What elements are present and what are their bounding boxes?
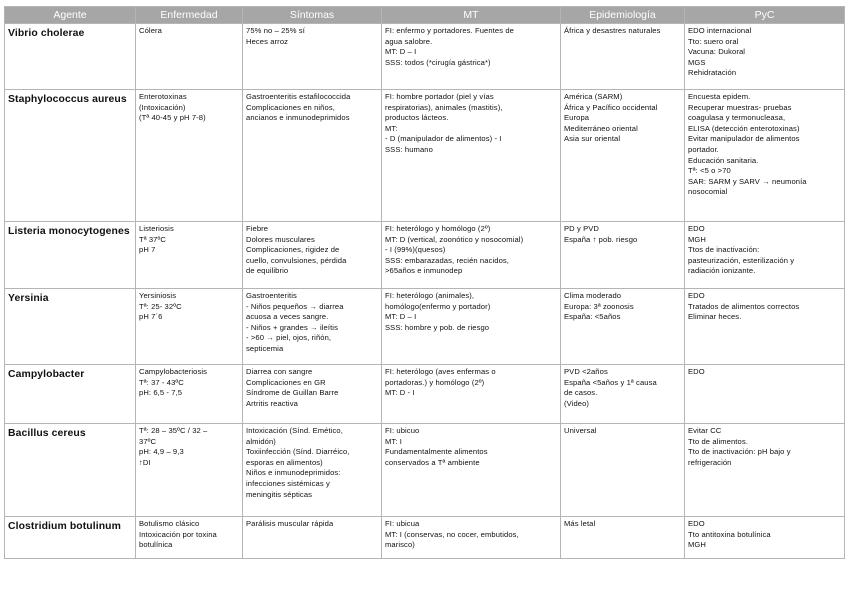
cell-line: - I (99%)(quesos) [385,245,446,255]
cell-enfermedad [136,222,243,289]
cell-line: Tª: 28 – 35ºC / 32 – [139,426,208,435]
cell-line: radiación ionizante. [688,266,756,276]
cell-line: 75% no – 25% sí [246,26,305,35]
cell-line: EDO [688,224,705,233]
cell-line: PD y PVD [564,224,599,233]
cell-line: Universal [564,426,597,435]
table-row [5,222,845,289]
cell-line: coagulasa y termonucleasa, [688,113,786,123]
cell-line: (Intoxicación) [139,102,186,112]
cell-line: - Niños + grandes → ileítis [246,322,338,332]
cell-line: MT: I [385,436,402,446]
table-row [5,517,845,559]
cell-line: Recuperar muestras- pruebas [688,102,792,112]
cell-line: - >60 → piel, ojos, riñón, [246,333,332,343]
cell-enfermedad [136,289,243,365]
cell-enfermedad [136,24,243,90]
cell-line: Fiebre [246,224,269,233]
cell-line: meningitis sépticas [246,489,313,499]
cell-agente: Yersinia [5,289,136,365]
cell-line: FI: heterólogo (aves enfermas o [385,367,496,376]
cell-epidemiologia [561,24,685,90]
cell-line: Yersiniosis [139,291,177,300]
header-sintomas: Síntomas [243,7,382,24]
cell-mt [382,222,561,289]
cell-mt [382,365,561,424]
table-row [5,90,845,222]
cell-agente: Campylobacter [5,365,136,424]
cell-line: Diarrea con sangre [246,367,313,376]
cell-line: ancianos e inmunodeprimidos [246,113,350,123]
cell-line: Eliminar heces. [688,312,742,322]
cell-line: Tª: 37 - 43ºC [139,377,184,387]
table-row [5,365,845,424]
cell-line: FI: hombre portador (piel y vías [385,92,494,101]
cell-line: Parálisis muscular rápida [246,519,334,528]
cell-line: productos lácteos. [385,113,449,123]
cell-line: MT: D - I [385,388,415,398]
cell-line: Evitar manipulador de alimentos [688,134,800,144]
cell-line: SAR: SARM y SARV → neumonía [688,176,807,186]
cell-line: Vacuna: Dukoral [688,47,746,57]
cell-line: Clima moderado [564,291,622,300]
cell-line: España <5años y 1ª causa [564,377,657,387]
cell-pyc [685,424,845,517]
cell-line: portadoras.) y homólogo (2º) [385,377,485,387]
cell-line: acuosa a veces sangre. [246,312,329,322]
cell-sintomas [243,424,382,517]
cell-line: MGS [688,57,706,67]
cell-line: Tª: <5 o >70 [688,166,731,176]
cell-line: EDO [688,519,705,528]
cell-line: Campylobacteriosis [139,367,208,376]
cell-agente: Staphylococcus aureus [5,90,136,222]
cell-line: respiratorias), animales (mastitis), [385,102,503,112]
cell-line: EDO [688,367,705,376]
cell-epidemiologia [561,517,685,559]
table-row [5,24,845,90]
cell-line: Educación sanitaria. [688,155,759,165]
cell-mt [382,90,561,222]
cell-line: FI: enfermo y portadores. Fuentes de [385,26,514,35]
cell-line: SSS: todos (*cirugía gástrica*) [385,57,491,67]
cell-epidemiologia [561,289,685,365]
cell-line: Cólera [139,26,162,35]
cell-line: Tto de alimentos. [688,436,748,446]
cell-line: América (SARM) [564,92,623,101]
cell-line: Evitar CC [688,426,722,435]
cell-line: MT: D – I [385,312,417,322]
cell-epidemiologia [561,222,685,289]
cell-sintomas [243,90,382,222]
cell-line: Niños e inmunodeprimidos: [246,468,341,478]
cell-epidemiologia [561,365,685,424]
cell-line: SSS: hombre y pob. de riesgo [385,322,490,332]
cell-line: agua salobre. [385,36,433,46]
cell-line: (Video) [564,398,590,408]
cell-sintomas [243,24,382,90]
cell-line: Rehidratación [688,68,737,78]
cell-line: Europa [564,113,590,123]
cell-line: - Niños pequeños → diarrea [246,301,344,311]
cell-line: Europa: 3ª zoonosis [564,301,634,311]
cell-sintomas [243,365,382,424]
cell-line: pH 7 [139,245,156,255]
cell-line: África y Pacífico occidental [564,102,658,112]
cell-line: MGH [688,234,707,244]
cell-epidemiologia [561,424,685,517]
cell-mt [382,517,561,559]
cell-line: pH: 4,9 – 9,3 [139,447,184,457]
cell-line: pasteurización, esterilización y [688,255,795,265]
cell-pyc [685,289,845,365]
cell-line: Tª: 25- 32ºC [139,301,182,311]
cell-line: de equilibrio [246,266,289,276]
cell-line: EDO internacional [688,26,752,35]
cell-line: Listeriosis [139,224,174,233]
cell-line: conservados a Tª ambiente [385,457,480,467]
header-enfermedad: Enfermedad [136,7,243,24]
cell-line: Intoxicación por toxina [139,529,217,539]
cell-line: FI: ubicua [385,519,420,528]
cell-mt [382,24,561,90]
cell-line: (Tª 40-45 y pH 7-8) [139,113,206,123]
table-row [5,424,845,517]
cell-line: Intoxicación (Sínd. Emético, [246,426,343,435]
cell-line: esporas en alimentos) [246,457,323,467]
cell-line: Tto: suero oral [688,36,739,46]
cell-line: Botulismo clásico [139,519,200,528]
cell-line: Tto de inactivación: pH bajo y [688,447,791,457]
cell-pyc [685,222,845,289]
cell-line: de casos. [564,388,598,398]
cell-line: Tª 37ºC [139,234,166,244]
cell-line: Asia sur oriental [564,134,621,144]
cell-line: MT: D – I [385,47,417,57]
cell-line: África y desastres naturales [564,26,661,35]
cell-line: Artritis reactiva [246,398,298,408]
cell-pyc [685,517,845,559]
cell-line: Toxiinfección (Sínd. Diarréico, [246,447,350,457]
cell-line: Encuesta epidem. [688,92,751,101]
cell-line: infecciones sistémicas y [246,478,330,488]
cell-line: SSS: embarazadas, recién nacidos, [385,255,510,265]
cell-line: Tto antitoxina botulínica [688,529,771,539]
cell-line: MT: [385,123,398,133]
cell-pyc [685,24,845,90]
cell-mt [382,289,561,365]
cell-line: Heces arroz [246,36,289,46]
cell-line: MT: D (vertical, zoonótico y nosocomial) [385,234,524,244]
cell-line: portador. [688,144,719,154]
cell-line: España ↑ pob. riesgo [564,234,638,244]
cell-line: 37ºC [139,436,157,446]
cell-line: septicemia [246,343,284,353]
cell-line: refrigeración [688,457,732,467]
cell-line: botulínica [139,540,173,550]
table-row [5,289,845,365]
cell-sintomas [243,517,382,559]
cell-mt [382,424,561,517]
cell-line: Gastroenteritis [246,291,297,300]
disease-table-container [4,6,844,559]
cell-sintomas [243,289,382,365]
header-pyc: PyC [685,7,845,24]
cell-line: Enterotoxinas [139,92,187,101]
header-epidemiologia: Epidemiología [561,7,685,24]
cell-enfermedad [136,517,243,559]
cell-line: nosocomial [688,187,728,197]
cell-agente: Bacillus cereus [5,424,136,517]
cell-line: almidón) [246,436,276,446]
cell-line: EDO [688,291,705,300]
cell-line: Complicaciones, rigidez de [246,245,340,255]
cell-line: España: <5años [564,312,621,322]
cell-line: FI: ubicuo [385,426,420,435]
cell-line: - D (manipulador de alimentos) - I [385,134,502,144]
cell-line: pH: 6,5 - 7,5 [139,388,183,398]
cell-line: Dolores musculares [246,234,315,244]
cell-line: >65años e inmunodep [385,266,463,276]
cell-line: Más letal [564,519,596,528]
cell-agente: Listeria monocytogenes [5,222,136,289]
cell-line: cuello, convulsiones, pérdida [246,255,347,265]
cell-line: FI: heterólogo y homólogo (2º) [385,224,491,233]
header-mt: MT [382,7,561,24]
cell-agente: Clostridium botulinum [5,517,136,559]
cell-line: Gastroenteritis estafilococcida [246,92,351,101]
cell-line: MGH [688,540,707,550]
cell-line: Mediterráneo oriental [564,123,638,133]
cell-line: Complicaciones en niños, [246,102,335,112]
cell-line: Síndrome de Guillan Barre [246,388,339,398]
cell-line: Ttos de inactivación: [688,245,760,255]
cell-pyc [685,365,845,424]
cell-line: Tratados de alimentos correctos [688,301,800,311]
header-row [5,7,845,24]
cell-epidemiologia [561,90,685,222]
cell-enfermedad [136,365,243,424]
cell-line: PVD <2años [564,367,608,376]
cell-line: homólogo(enfermo y portador) [385,301,491,311]
cell-line: MT: I (conservas, no cocer, embutidos, [385,529,519,539]
cell-line: pH 7´6 [139,312,163,322]
cell-agente: Vibrio cholerae [5,24,136,90]
cell-line: marisco) [385,540,415,550]
cell-enfermedad [136,424,243,517]
disease-table [4,6,845,559]
cell-line: Fundamentalmente alimentos [385,447,488,457]
cell-line: SSS: humano [385,144,433,154]
cell-line: ↑DI [139,457,151,467]
cell-enfermedad [136,90,243,222]
header-agente: Agente [5,7,136,24]
cell-line: ELISA (detección enterotoxinas) [688,123,800,133]
cell-sintomas [243,222,382,289]
cell-line: FI: heterólogo (animales), [385,291,475,300]
cell-pyc [685,90,845,222]
cell-line: Complicaciones en GR [246,377,326,387]
